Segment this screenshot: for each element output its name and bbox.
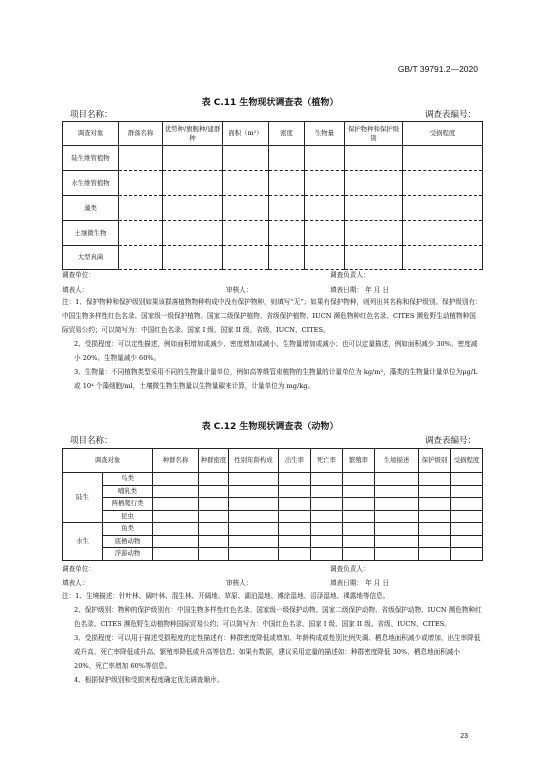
empty-cell xyxy=(279,535,311,548)
empty-cell xyxy=(229,535,279,548)
empty-cell xyxy=(199,485,229,498)
empty-cell xyxy=(223,221,269,246)
column-header: 受损程度 xyxy=(451,449,483,473)
empty-cell xyxy=(343,510,375,523)
empty-cell xyxy=(419,485,451,498)
empty-cell xyxy=(199,523,229,536)
table-header-row xyxy=(63,449,483,473)
table-row xyxy=(63,485,483,498)
empty-cell xyxy=(419,498,451,511)
empty-cell xyxy=(311,510,343,523)
column-header: 群落名称 xyxy=(119,122,163,146)
column-header: 性别年龄构成 xyxy=(229,449,279,473)
row-label: 大型真菌 xyxy=(63,246,119,270)
empty-cell xyxy=(269,246,305,270)
table-header-row xyxy=(63,122,483,146)
row-label: 土壤微生物 xyxy=(63,221,119,246)
table1-unit-label: 调查单位： xyxy=(62,271,95,279)
empty-cell xyxy=(199,510,229,523)
empty-cell xyxy=(229,498,279,511)
empty-cell xyxy=(279,473,311,486)
table2-date-label: 填表日期： 年 月 日 xyxy=(330,579,390,587)
empty-cell xyxy=(419,523,451,536)
table-row xyxy=(63,510,483,523)
note-item: 注：1、保护物种和保护级别如果该群落植物物种构成中没有保护物种，则填写“无”；如果有保护物种，则列出其名称和保护级别。保护级别有：中国生物多样性红色名录、国家级一级保护植物、国家二级保护植物、省级保护植物、IUCN 濒危物种红色名录、CITES 濒危野生动植物种国际贸易公约；可以简写为：中国红色名录、国家 I 级、国家 II 级、省级、IUCN、CITES。 xyxy=(62,298,482,334)
table-row xyxy=(63,523,483,536)
empty-cell xyxy=(153,473,199,486)
note-item: 2、保护级别：物种的保护级别有：中国生物多样性红色名录、国家级一级保护动物、国家二级保护动物、省级保护动物、IUCN 濒危物种红色名录、CITES 濒危野生动植物种国际贸易公约；可以简写为：中国红色名录、国家 I 级、国家 II 级、省级、IUCN、CITES。 xyxy=(74,606,482,628)
column-header: 出生率 xyxy=(279,449,311,473)
empty-cell xyxy=(451,523,483,536)
table-row xyxy=(63,498,483,511)
table2-form-no-label: 调查表编号： xyxy=(424,436,476,446)
table1-notes xyxy=(62,295,482,393)
empty-cell xyxy=(419,548,451,561)
empty-cell xyxy=(343,485,375,498)
empty-cell xyxy=(269,221,305,246)
table-row xyxy=(63,548,483,561)
empty-cell xyxy=(375,498,419,511)
column-header: 种群密度 xyxy=(199,449,229,473)
empty-cell xyxy=(311,523,343,536)
empty-cell xyxy=(451,498,483,511)
table-row xyxy=(63,171,483,196)
column-header: 密度 xyxy=(269,122,305,146)
empty-cell xyxy=(343,473,375,486)
empty-cell xyxy=(343,523,375,536)
empty-cell xyxy=(163,171,223,196)
row-label: 浮游动物 xyxy=(103,548,153,561)
column-header: 优势种/旗舰种/建群种 xyxy=(163,122,223,146)
empty-cell xyxy=(345,246,403,270)
empty-cell xyxy=(229,510,279,523)
row-label: 鱼类 xyxy=(103,523,153,536)
table1-project-label: 项目名称： xyxy=(70,110,113,120)
empty-cell xyxy=(419,535,451,548)
empty-cell xyxy=(375,510,419,523)
empty-cell xyxy=(311,535,343,548)
table2-unit-label: 调查单位： xyxy=(62,565,95,573)
empty-cell xyxy=(229,523,279,536)
empty-cell xyxy=(199,548,229,561)
empty-cell xyxy=(269,146,305,171)
standard-number: GB/T 39791.2—2020 xyxy=(397,64,478,74)
note-item: 2、受损程度：可以定性描述，例如面积增加或减少、密度增加或减小、生物量增加或减小；也可以定量描述，例如面积减少 30%、密度减小 20%、生物量减少 60%。 xyxy=(74,340,478,362)
empty-cell xyxy=(403,146,483,171)
empty-cell xyxy=(269,171,305,196)
empty-cell xyxy=(119,221,163,246)
empty-cell xyxy=(223,171,269,196)
empty-cell xyxy=(311,498,343,511)
row-label: 鸟类 xyxy=(103,473,153,486)
table-row xyxy=(63,246,483,270)
column-header: 保护级别 xyxy=(419,449,451,473)
empty-cell xyxy=(451,473,483,486)
empty-cell xyxy=(229,485,279,498)
empty-cell xyxy=(311,485,343,498)
empty-cell xyxy=(279,548,311,561)
empty-cell xyxy=(311,473,343,486)
empty-cell xyxy=(345,171,403,196)
note-item: 4、根据保护级别和受损害程度确定优先调查顺序。 xyxy=(74,676,224,684)
column-header: 繁殖率 xyxy=(343,449,375,473)
empty-cell xyxy=(279,510,311,523)
empty-cell xyxy=(153,523,199,536)
empty-cell xyxy=(223,146,269,171)
empty-cell xyxy=(269,196,305,221)
column-header: 生物量 xyxy=(305,122,345,146)
empty-cell xyxy=(343,548,375,561)
note-item: 3、受损程度：可以用于描述受损程度的定性描述有：种群密度降低或增加、年龄构成或性别比例失调、栖息地面积减少或增加、出生率降低或升高、死亡率降低或升高、繁殖率降低或升高等信息；如果有数据，建议采用定量的描述如：种群密度降低 30%、栖息地面积减小 20%、死亡率增加 60%等信息。 xyxy=(74,634,481,670)
empty-cell xyxy=(375,473,419,486)
table-row xyxy=(63,535,483,548)
empty-cell xyxy=(199,535,229,548)
empty-cell xyxy=(451,535,483,548)
column-header: 调查对象 xyxy=(63,449,153,473)
empty-cell xyxy=(419,510,451,523)
empty-cell xyxy=(163,246,223,270)
empty-cell xyxy=(375,548,419,561)
table1-filler-label: 填表人： xyxy=(62,286,89,294)
empty-cell xyxy=(451,548,483,561)
table2-filler-label: 填表人： xyxy=(62,579,89,587)
table1-reviewer-label: 审核人： xyxy=(226,286,253,294)
empty-cell xyxy=(153,510,199,523)
empty-cell xyxy=(305,221,345,246)
note-item: 3、生物量：不同植物类型采用不同的生物量计量单位，例如高等维管束植物的生物量的计量单位为 kg/m²，藻类的生物量计量单位为μg/L 或 10⁴ 个藻细胞/ml，土壤微生物生物量以生物量碳来计算，计量单位为 mg/kg。 xyxy=(74,368,478,390)
empty-cell xyxy=(199,473,229,486)
table2-project-label: 项目名称： xyxy=(70,436,113,446)
empty-cell xyxy=(305,146,345,171)
empty-cell xyxy=(345,196,403,221)
table1-date-label: 填表日期： 年 月 日 xyxy=(330,286,390,294)
empty-cell xyxy=(451,485,483,498)
empty-cell xyxy=(153,485,199,498)
empty-cell xyxy=(403,171,483,196)
empty-cell xyxy=(345,221,403,246)
row-label: 两栖爬行类 xyxy=(103,498,153,511)
empty-cell xyxy=(403,196,483,221)
table1-form-no-label: 调查表编号： xyxy=(424,110,476,120)
empty-cell xyxy=(375,523,419,536)
empty-cell xyxy=(153,498,199,511)
table-row xyxy=(63,196,483,221)
table-row xyxy=(63,146,483,171)
column-header: 生境描述 xyxy=(375,449,419,473)
empty-cell xyxy=(343,535,375,548)
empty-cell xyxy=(345,146,403,171)
empty-cell xyxy=(119,171,163,196)
row-label: 哺乳类 xyxy=(103,485,153,498)
row-label: 陆生维管植物 xyxy=(63,146,119,171)
empty-cell xyxy=(163,146,223,171)
empty-cell xyxy=(305,196,345,221)
row-label: 藻类 xyxy=(63,196,119,221)
empty-cell xyxy=(279,523,311,536)
table1-title: 表 C.11 生物现状调查表（植物） xyxy=(201,98,339,108)
empty-cell xyxy=(163,196,223,221)
empty-cell xyxy=(311,548,343,561)
table-row xyxy=(63,473,483,486)
animal-survey-table xyxy=(62,448,483,561)
table2-title: 表 C.12 生物现状调查表（动物） xyxy=(201,422,339,432)
empty-cell xyxy=(199,498,229,511)
empty-cell xyxy=(419,473,451,486)
empty-cell xyxy=(305,171,345,196)
empty-cell xyxy=(403,246,483,270)
empty-cell xyxy=(343,498,375,511)
column-header: 种群名称 xyxy=(153,449,199,473)
empty-cell xyxy=(119,196,163,221)
plant-survey-table xyxy=(62,121,483,270)
empty-cell xyxy=(153,535,199,548)
empty-cell xyxy=(229,473,279,486)
page-number: 23 xyxy=(460,733,468,740)
column-header: 调查对象 xyxy=(63,122,119,146)
table2-leader-label: 调查负责人： xyxy=(330,565,370,573)
empty-cell xyxy=(119,146,163,171)
table-row xyxy=(63,221,483,246)
empty-cell xyxy=(163,221,223,246)
group-label: 陆生 xyxy=(63,473,103,523)
empty-cell xyxy=(153,548,199,561)
empty-cell xyxy=(305,246,345,270)
column-header: 受损程度 xyxy=(403,122,483,146)
column-header: 面积（m²） xyxy=(223,122,269,146)
empty-cell xyxy=(403,221,483,246)
row-label: 昆虫 xyxy=(103,510,153,523)
empty-cell xyxy=(223,196,269,221)
note-item: 注：1、生境描述：针叶林、阔叶林、混生林、开阔地、草原、湖泊湿地、滩涂湿地、沼泽湿地、裸露地等信息。 xyxy=(62,592,390,600)
empty-cell xyxy=(279,485,311,498)
column-header: 保护物种和保护级别 xyxy=(345,122,403,146)
row-label: 水生维管植物 xyxy=(63,171,119,196)
group-label: 水生 xyxy=(63,523,103,561)
empty-cell xyxy=(451,510,483,523)
row-label: 底栖动物 xyxy=(103,535,153,548)
empty-cell xyxy=(375,485,419,498)
table1-leader-label: 调查负责人： xyxy=(330,271,370,279)
table2-reviewer-label: 审核人： xyxy=(226,579,253,587)
empty-cell xyxy=(119,246,163,270)
empty-cell xyxy=(223,246,269,270)
table2-notes xyxy=(62,589,482,687)
empty-cell xyxy=(279,498,311,511)
column-header: 死亡率 xyxy=(311,449,343,473)
empty-cell xyxy=(229,548,279,561)
empty-cell xyxy=(375,535,419,548)
